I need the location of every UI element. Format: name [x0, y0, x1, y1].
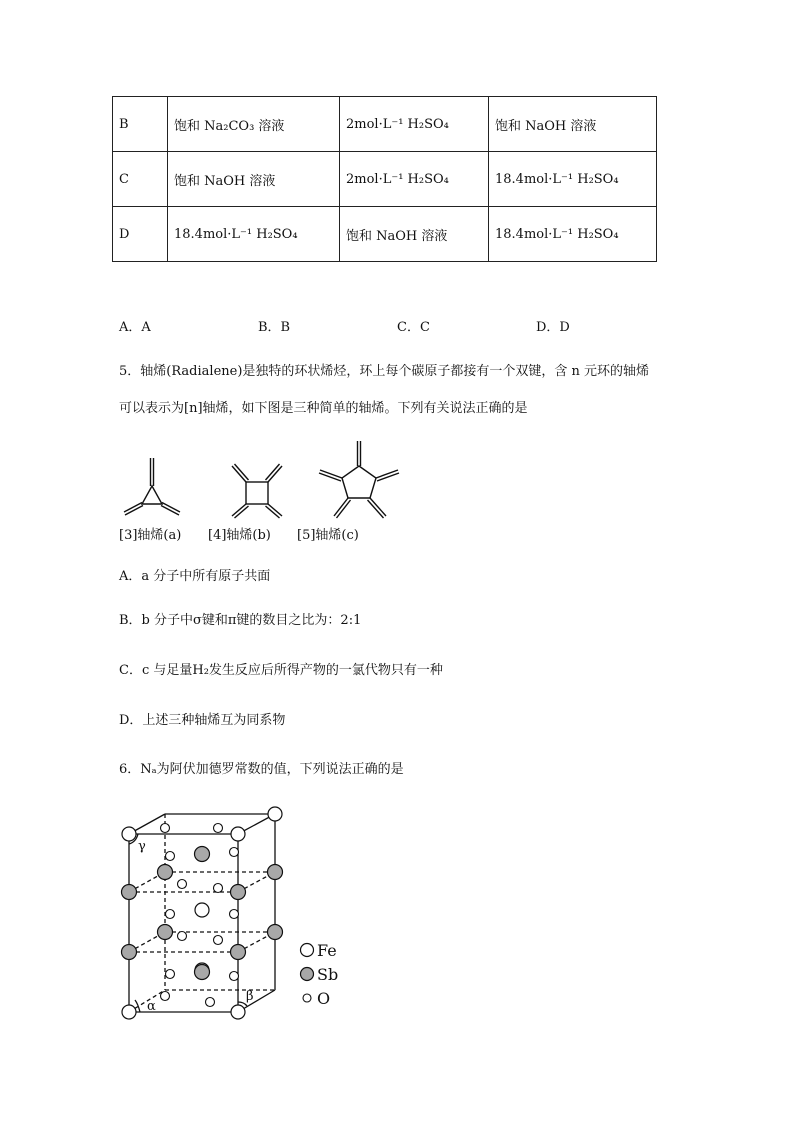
table-cell: 2mol·L⁻¹ H₂SO₄ — [340, 97, 489, 152]
o-legend-icon — [303, 994, 311, 1002]
row-label: D — [113, 207, 168, 262]
option-b[interactable]: B．B — [258, 320, 291, 335]
molecule-label-a: [3]轴烯(a) — [119, 528, 182, 543]
radialene-3-figure — [124, 458, 180, 515]
table-row — [113, 152, 657, 207]
table-cell: 饱和 NaOH 溶液 — [489, 97, 657, 152]
radialene-4-figure — [232, 464, 282, 518]
table-cell: 饱和 Na₂CO₃ 溶液 — [168, 97, 340, 152]
table-row — [113, 97, 657, 152]
table-row — [113, 207, 657, 262]
q6-stem: 6．Nₐ为阿伏加德罗常数的值，下列说法正确的是 — [119, 762, 404, 777]
legend-fe: Fe — [317, 941, 337, 960]
sb-legend-icon — [301, 968, 314, 981]
angle-alpha-label: α — [147, 999, 156, 1014]
crystal-legend — [298, 940, 378, 1010]
q4-options — [0, 316, 794, 336]
option-c[interactable]: C．C — [397, 320, 430, 335]
table-cell: 2mol·L⁻¹ H₂SO₄ — [340, 152, 489, 207]
q5-stem-line1: 5．轴烯(Radialene)是独特的环状烯烃，环上每个碳原子都接有一个双键，含 n 元环的轴烯 — [119, 364, 650, 379]
option-a[interactable]: A．A — [119, 320, 151, 335]
table-cell: 饱和 NaOH 溶液 — [168, 152, 340, 207]
row-label: B — [113, 97, 168, 152]
reagent-table — [112, 96, 657, 262]
q5-option-b[interactable]: B．b 分子中σ键和π键的数目之比为：2:1 — [119, 613, 362, 628]
radialene-structures — [112, 436, 412, 524]
radialene-5-figure — [319, 441, 399, 518]
crystal-structure-figure — [110, 800, 300, 1025]
row-label: C — [113, 152, 168, 207]
molecule-label-b: [4]轴烯(b) — [208, 528, 271, 543]
angle-beta-label: β — [246, 989, 254, 1004]
fe-legend-icon — [301, 944, 314, 957]
q5-option-a[interactable]: A．a 分子中所有原子共面 — [119, 569, 271, 584]
angle-gamma-label: γ — [138, 839, 146, 854]
option-d[interactable]: D．D — [536, 320, 570, 335]
q5-option-c[interactable]: C．c 与足量H₂发生反应后所得产物的一氯代物只有一种 — [119, 663, 443, 678]
q5-option-d[interactable]: D．上述三种轴烯互为同系物 — [119, 713, 286, 728]
table-cell: 18.4mol·L⁻¹ H₂SO₄ — [489, 207, 657, 262]
table-cell: 18.4mol·L⁻¹ H₂SO₄ — [168, 207, 340, 262]
legend-o: O — [317, 989, 331, 1008]
q5-stem-line2: 可以表示为[n]轴烯，如下图是三种简单的轴烯。下列有关说法正确的是 — [119, 401, 528, 416]
molecule-label-c: [5]轴烯(c) — [297, 528, 359, 543]
table-cell: 饱和 NaOH 溶液 — [340, 207, 489, 262]
legend-sb: Sb — [317, 965, 339, 984]
table-cell: 18.4mol·L⁻¹ H₂SO₄ — [489, 152, 657, 207]
